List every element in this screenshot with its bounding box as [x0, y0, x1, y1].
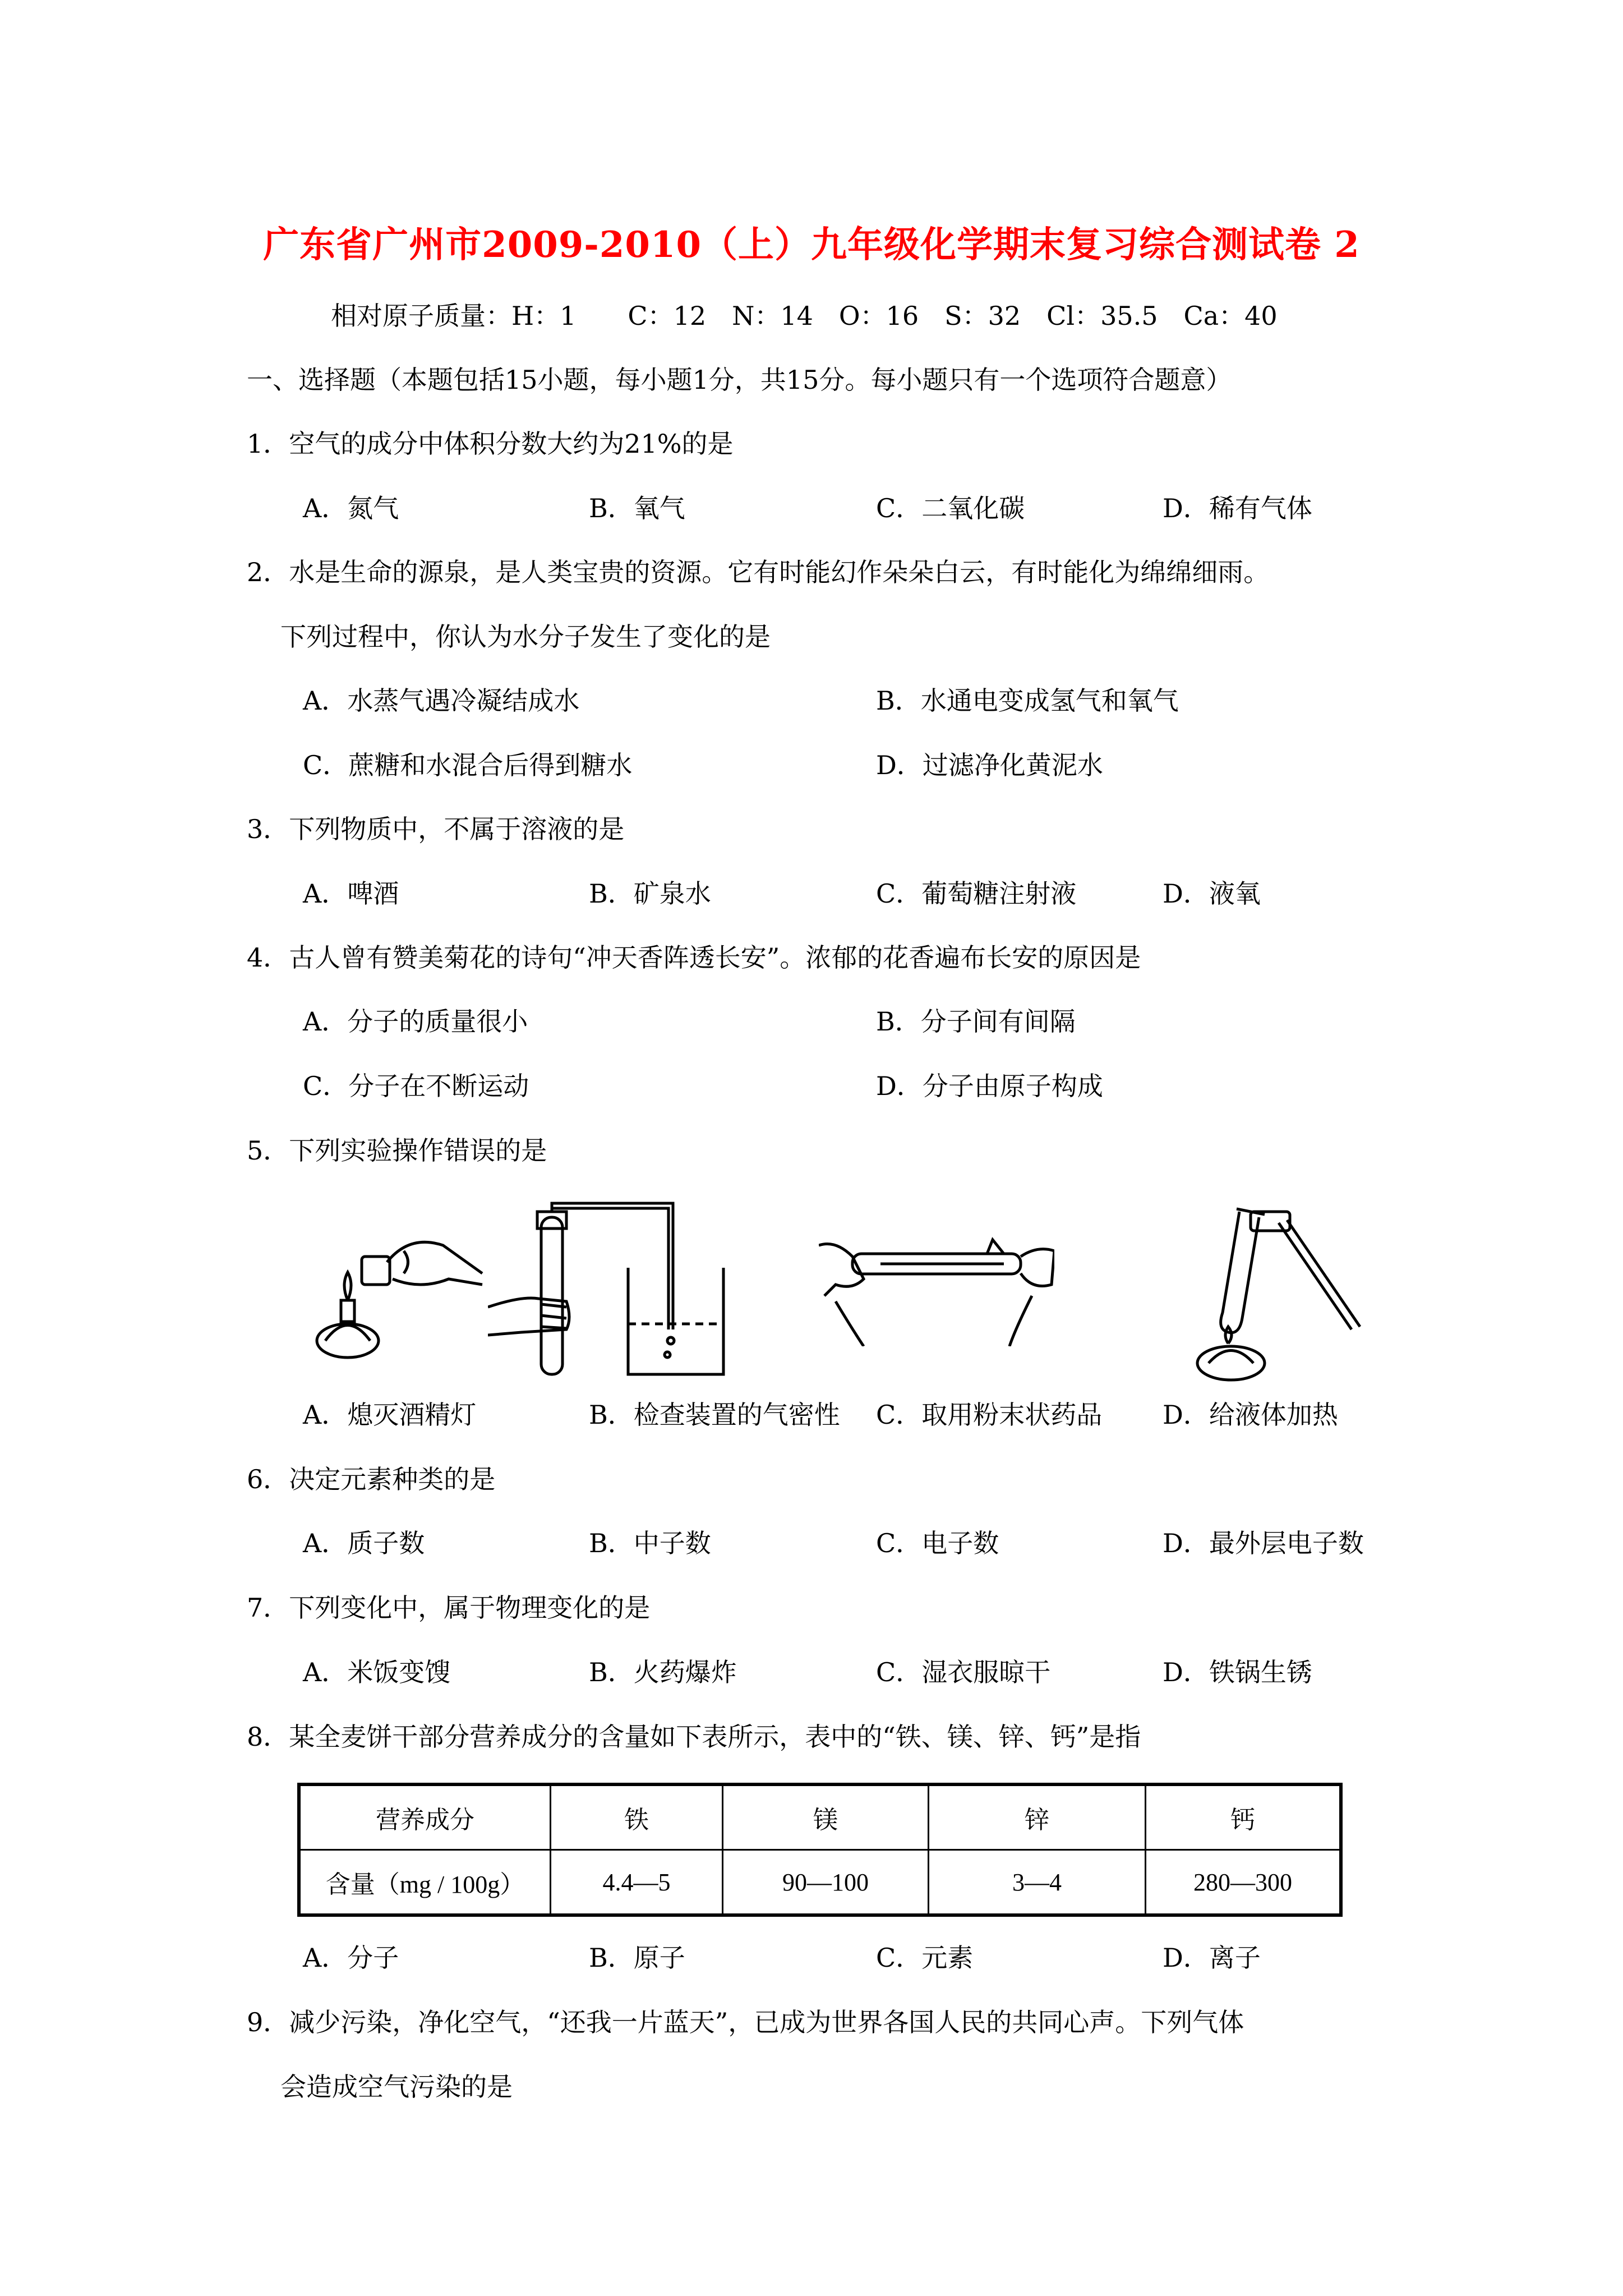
alcohol-lamp-capping-icon [308, 1200, 494, 1374]
liquid-heating-icon [1166, 1200, 1380, 1386]
table-header-cell: 营养成分 [299, 1784, 551, 1850]
table-cell: 3—4 [929, 1850, 1146, 1916]
q4-option-b: B．分子间有间隔 [876, 1006, 1076, 1037]
q1-option-c: C．二氧化碳 [876, 493, 1025, 523]
q3-option-a: A．啤酒 [303, 878, 399, 909]
page-title: 广东省广州市2009-2010（上）九年级化学期末复习综合测试卷 2 [263, 224, 1360, 266]
q5-option-d: D．给液体加热 [1163, 1400, 1338, 1430]
q8-option-c: C．元素 [876, 1943, 974, 1973]
question-1-stem: 1．空气的成分中体积分数大约为21%的是 [247, 429, 734, 459]
q8-option-a: A．分子 [303, 1943, 399, 1973]
question-9-stem: 9．减少污染，净化空气，“还我一片蓝天”，已成为世界各国人民的共同心声。下列气体 [247, 2007, 1244, 2037]
q3-option-c: C．葡萄糖注射液 [876, 878, 1077, 909]
q1-option-a: A．氮气 [303, 493, 399, 523]
question-7-stem: 7．下列变化中，属于物理变化的是 [247, 1593, 651, 1623]
q4-option-a: A．分子的质量很小 [303, 1006, 528, 1037]
table-cell: 90—100 [723, 1850, 929, 1916]
airtightness-check-icon [488, 1200, 757, 1380]
question-8-stem: 8．某全麦饼干部分营养成分的含量如下表所示，表中的“铁、镁、锌、钙”是指 [247, 1722, 1141, 1752]
q7-option-d: D．铁锅生锈 [1163, 1657, 1312, 1687]
q1-option-d: D．稀有气体 [1163, 493, 1312, 523]
question-9-stem-cont: 会造成空气污染的是 [280, 2072, 513, 2102]
question-5-stem: 5．下列实验操作错误的是 [247, 1135, 547, 1166]
nutrition-table [297, 1783, 1343, 1917]
powder-sampling-icon [819, 1200, 1054, 1346]
q3-option-b: B．矿泉水 [589, 878, 711, 909]
question-3-stem: 3．下列物质中，不属于溶液的是 [247, 814, 625, 844]
table-header-cell: 锌 [929, 1784, 1146, 1850]
q2-option-d: D．过滤净化黄泥水 [876, 750, 1103, 780]
question-2-stem-cont: 下列过程中，你认为水分子发生了变化的是 [280, 622, 771, 652]
q2-option-c: C．蔗糖和水混合后得到糖水 [303, 750, 633, 780]
q5-option-b: B．检查装置的气密性 [589, 1400, 840, 1430]
q6-option-a: A．质子数 [303, 1528, 425, 1558]
q2-option-a: A．水蒸气遇冷凝结成水 [303, 685, 580, 716]
q5-option-c: C．取用粉末状药品 [876, 1400, 1103, 1430]
q4-option-c: C．分子在不断运动 [303, 1071, 529, 1101]
q8-option-b: B．原子 [589, 1943, 685, 1973]
q7-option-a: A．米饭变馊 [303, 1657, 451, 1687]
q6-option-b: B．中子数 [589, 1528, 711, 1558]
experiment-figures [292, 1200, 1402, 1386]
q8-option-d: D．离子 [1163, 1943, 1261, 1973]
table-cell: 4.4—5 [551, 1850, 723, 1916]
q1-option-b: B．氧气 [589, 493, 685, 523]
atomic-masses: 相对原子质量：H：1 C：12 N：14 O：16 S：32 Cl：35.5 Ca：40 [331, 301, 1278, 331]
table-cell: 含量（mg / 100g） [299, 1850, 551, 1916]
q3-option-d: D．液氧 [1163, 878, 1261, 909]
q4-option-d: D．分子由原子构成 [876, 1071, 1103, 1101]
question-4-stem: 4．古人曾有赞美菊花的诗句“冲天香阵透长安”。浓郁的花香遍布长安的原因是 [247, 942, 1141, 973]
table-row [299, 1850, 1341, 1916]
question-2-stem: 2．水是生命的源泉，是人类宝贵的资源。它有时能幻作朵朵白云，有时能化为绵绵细雨。 [247, 557, 1270, 587]
table-header-cell: 钙 [1146, 1784, 1341, 1850]
q5-option-a: A．熄灭酒精灯 [303, 1400, 477, 1430]
question-6-stem: 6．决定元素种类的是 [247, 1464, 496, 1494]
table-header-row [299, 1784, 1341, 1850]
table-header-cell: 镁 [723, 1784, 929, 1850]
q6-option-d: D．最外层电子数 [1163, 1528, 1364, 1558]
q7-option-b: B．火药爆炸 [589, 1657, 737, 1687]
q2-option-b: B．水通电变成氢气和氧气 [876, 685, 1179, 716]
section-heading: 一、选择题（本题包括15小题，每小题1分，共15分。每小题只有一个选项符合题意） [247, 365, 1232, 395]
q6-option-c: C．电子数 [876, 1528, 999, 1558]
table-header-cell: 铁 [551, 1784, 723, 1850]
table-cell: 280—300 [1146, 1850, 1341, 1916]
q7-option-c: C．湿衣服晾干 [876, 1657, 1051, 1687]
